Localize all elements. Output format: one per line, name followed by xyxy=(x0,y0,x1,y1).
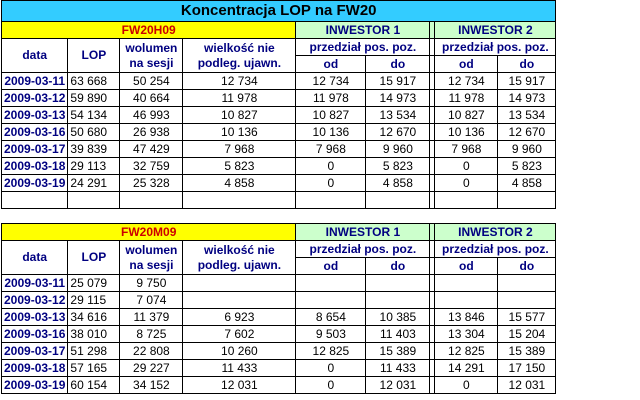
date-cell: 2009-03-11 xyxy=(2,73,68,90)
size-header xyxy=(183,39,296,73)
investor2-header: INWESTOR 2 xyxy=(435,22,556,39)
date-cell: 2009-03-16 xyxy=(2,326,68,343)
lop-cell: 50 680 xyxy=(68,124,120,141)
investor2-header: INWESTOR 2 xyxy=(435,224,556,241)
investor1-to-cell: 15 917 xyxy=(366,73,430,90)
volume-header xyxy=(120,241,183,275)
volume-header-line1: wolumen xyxy=(125,40,178,55)
investor1-to-cell: 15 389 xyxy=(366,343,430,360)
table-row xyxy=(2,309,556,326)
investor1-from-cell xyxy=(296,292,366,309)
table-row xyxy=(2,377,556,394)
date-cell: 2009-03-19 xyxy=(2,175,68,192)
empty-cell xyxy=(435,192,498,209)
investor1-to-cell: 12 670 xyxy=(366,124,430,141)
investor2-from-cell: 10 136 xyxy=(435,124,498,141)
volume-cell: 47 429 xyxy=(120,141,183,158)
date-cell: 2009-03-11 xyxy=(2,275,68,292)
investor2-to-cell: 13 534 xyxy=(498,107,556,124)
investor2-to-header: do xyxy=(498,258,556,275)
investor2-to-cell xyxy=(498,292,556,309)
volume-cell: 7 074 xyxy=(120,292,183,309)
investor2-to-cell: 15 389 xyxy=(498,343,556,360)
investor1-from-cell: 12 734 xyxy=(296,73,366,90)
date-cell: 2009-03-17 xyxy=(2,343,68,360)
empty-cell xyxy=(296,192,366,209)
empty-cell xyxy=(366,192,430,209)
size-cell: 11 433 xyxy=(183,360,296,377)
table-row xyxy=(2,141,556,158)
investor1-to-cell: 11 403 xyxy=(366,326,430,343)
size-header xyxy=(183,241,296,275)
investor2-to-cell: 14 973 xyxy=(498,90,556,107)
investor1-to-cell: 5 823 xyxy=(366,158,430,175)
date-cell: 2009-03-13 xyxy=(2,309,68,326)
table-row xyxy=(2,158,556,175)
size-cell: 12 031 xyxy=(183,377,296,394)
investor2-from-cell: 14 291 xyxy=(435,360,498,377)
investor2-from-header: od xyxy=(435,258,498,275)
contract-label: FW20M09 xyxy=(2,224,296,241)
empty-cell xyxy=(498,192,556,209)
size-header-line2: podleg. ujawn. xyxy=(197,257,282,272)
date-header: data xyxy=(2,39,68,73)
volume-cell: 50 254 xyxy=(120,73,183,90)
volume-cell: 32 759 xyxy=(120,158,183,175)
volume-header-line2: na sesji xyxy=(129,257,174,272)
investor1-to-header: do xyxy=(366,56,430,73)
investor2-range-header: przedział pos. poz. xyxy=(435,241,556,258)
lop-header: LOP xyxy=(68,241,120,275)
investor2-to-cell: 15 204 xyxy=(498,326,556,343)
investor2-to-cell: 9 960 xyxy=(498,141,556,158)
date-cell: 2009-03-17 xyxy=(2,141,68,158)
investor2-from-cell: 12 734 xyxy=(435,73,498,90)
investor1-to-cell: 4 858 xyxy=(366,175,430,192)
lop-cell: 24 291 xyxy=(68,175,120,192)
volume-cell: 25 328 xyxy=(120,175,183,192)
empty-cell xyxy=(2,192,68,209)
size-cell: 10 136 xyxy=(183,124,296,141)
volume-header xyxy=(120,39,183,73)
lop-cell: 29 115 xyxy=(68,292,120,309)
date-cell: 2009-03-13 xyxy=(2,107,68,124)
investor1-to-cell: 10 385 xyxy=(366,309,430,326)
lop-cell: 57 165 xyxy=(68,360,120,377)
investor1-from-cell xyxy=(296,275,366,292)
lop-cell: 51 298 xyxy=(68,343,120,360)
size-cell: 12 734 xyxy=(183,73,296,90)
investor2-from-cell xyxy=(435,292,498,309)
investor2-to-cell: 17 150 xyxy=(498,360,556,377)
empty-cell xyxy=(183,192,296,209)
table-row xyxy=(2,292,556,309)
size-cell: 7 968 xyxy=(183,141,296,158)
investor1-to-cell xyxy=(366,275,430,292)
investor2-range-header: przedział pos. poz. xyxy=(435,39,556,56)
investor2-to-cell: 15 577 xyxy=(498,309,556,326)
lop-cell: 25 079 xyxy=(68,275,120,292)
investor1-from-header: od xyxy=(296,258,366,275)
lop-header: LOP xyxy=(68,39,120,73)
date-cell: 2009-03-12 xyxy=(2,292,68,309)
investor1-to-cell: 13 534 xyxy=(366,107,430,124)
investor1-from-cell: 7 968 xyxy=(296,141,366,158)
investor2-to-cell: 15 917 xyxy=(498,73,556,90)
investor2-from-cell: 13 304 xyxy=(435,326,498,343)
investor2-from-cell: 7 968 xyxy=(435,141,498,158)
volume-cell: 11 379 xyxy=(120,309,183,326)
investor2-from-cell: 0 xyxy=(435,158,498,175)
table-row xyxy=(2,124,556,141)
investor1-range-header: przedział pos. poz. xyxy=(296,39,430,56)
lop-cell: 29 113 xyxy=(68,158,120,175)
investor1-header: INWESTOR 1 xyxy=(296,224,430,241)
volume-header-line1: wolumen xyxy=(125,242,178,257)
size-cell: 7 602 xyxy=(183,326,296,343)
investor1-to-cell: 11 433 xyxy=(366,360,430,377)
investor1-from-cell: 10 136 xyxy=(296,124,366,141)
lop-cell: 54 134 xyxy=(68,107,120,124)
lop-cell: 60 154 xyxy=(68,377,120,394)
investor1-from-cell: 0 xyxy=(296,377,366,394)
lop-cell: 63 668 xyxy=(68,73,120,90)
volume-cell: 34 152 xyxy=(120,377,183,394)
investor2-from-cell xyxy=(435,275,498,292)
lop-cell: 38 010 xyxy=(68,326,120,343)
size-cell: 10 260 xyxy=(183,343,296,360)
investor1-from-cell: 12 825 xyxy=(296,343,366,360)
investor1-from-cell: 0 xyxy=(296,360,366,377)
date-cell: 2009-03-18 xyxy=(2,158,68,175)
table-row xyxy=(2,175,556,192)
investor2-to-cell xyxy=(498,275,556,292)
investor2-to-cell: 12 031 xyxy=(498,377,556,394)
investor1-from-cell: 8 654 xyxy=(296,309,366,326)
investor1-to-header: do xyxy=(366,258,430,275)
size-cell xyxy=(183,292,296,309)
investor2-to-cell: 4 858 xyxy=(498,175,556,192)
investor2-from-header: od xyxy=(435,56,498,73)
volume-cell: 29 227 xyxy=(120,360,183,377)
volume-cell: 22 808 xyxy=(120,343,183,360)
investor2-from-cell: 13 846 xyxy=(435,309,498,326)
investor1-from-cell: 0 xyxy=(296,158,366,175)
investor1-range-header: przedział pos. poz. xyxy=(296,241,430,258)
spacer-cell xyxy=(2,209,556,224)
date-cell: 2009-03-19 xyxy=(2,377,68,394)
contract-label: FW20H09 xyxy=(2,22,296,39)
table-row xyxy=(2,343,556,360)
investor2-to-cell: 12 670 xyxy=(498,124,556,141)
volume-cell: 9 750 xyxy=(120,275,183,292)
investor2-from-cell: 0 xyxy=(435,175,498,192)
size-header-line2: podleg. ujawn. xyxy=(197,55,282,70)
sheet-title: Koncentracja LOP na FW20 xyxy=(2,1,556,22)
size-cell: 10 827 xyxy=(183,107,296,124)
investor1-from-cell: 0 xyxy=(296,175,366,192)
table-row xyxy=(2,90,556,107)
investor2-from-cell: 10 827 xyxy=(435,107,498,124)
investor1-to-cell xyxy=(366,292,430,309)
empty-cell xyxy=(68,192,120,209)
table-row xyxy=(2,275,556,292)
volume-cell: 26 938 xyxy=(120,124,183,141)
investor1-header: INWESTOR 1 xyxy=(296,22,430,39)
table-row xyxy=(2,107,556,124)
empty-row xyxy=(2,192,556,209)
lop-cell: 39 839 xyxy=(68,141,120,158)
investor1-from-cell: 11 978 xyxy=(296,90,366,107)
investor2-from-cell: 12 825 xyxy=(435,343,498,360)
date-cell: 2009-03-12 xyxy=(2,90,68,107)
investor2-from-cell: 11 978 xyxy=(435,90,498,107)
investor1-from-header: od xyxy=(296,56,366,73)
investor2-from-cell: 0 xyxy=(435,377,498,394)
size-header-line1: wielkość nie xyxy=(204,242,275,257)
date-header: data xyxy=(2,241,68,275)
investor1-from-cell: 9 503 xyxy=(296,326,366,343)
empty-cell xyxy=(120,192,183,209)
date-cell: 2009-03-18 xyxy=(2,360,68,377)
size-cell: 4 858 xyxy=(183,175,296,192)
size-header-line1: wielkość nie xyxy=(204,40,275,55)
spacer-row xyxy=(2,209,556,224)
volume-cell: 8 725 xyxy=(120,326,183,343)
size-cell: 6 923 xyxy=(183,309,296,326)
table-row xyxy=(2,360,556,377)
date-cell: 2009-03-16 xyxy=(2,124,68,141)
investor1-to-cell: 9 960 xyxy=(366,141,430,158)
investor1-to-cell: 14 973 xyxy=(366,90,430,107)
investor2-to-cell: 5 823 xyxy=(498,158,556,175)
lop-cell: 59 890 xyxy=(68,90,120,107)
investor2-to-header: do xyxy=(498,56,556,73)
size-cell: 11 978 xyxy=(183,90,296,107)
volume-header-line2: na sesji xyxy=(129,55,174,70)
table-row xyxy=(2,73,556,90)
table-row xyxy=(2,326,556,343)
lop-cell: 34 616 xyxy=(68,309,120,326)
investor1-from-cell: 10 827 xyxy=(296,107,366,124)
volume-cell: 46 993 xyxy=(120,107,183,124)
investor1-to-cell: 12 031 xyxy=(366,377,430,394)
volume-cell: 40 664 xyxy=(120,90,183,107)
size-cell xyxy=(183,275,296,292)
lop-concentration-sheet xyxy=(1,0,556,394)
size-cell: 5 823 xyxy=(183,158,296,175)
